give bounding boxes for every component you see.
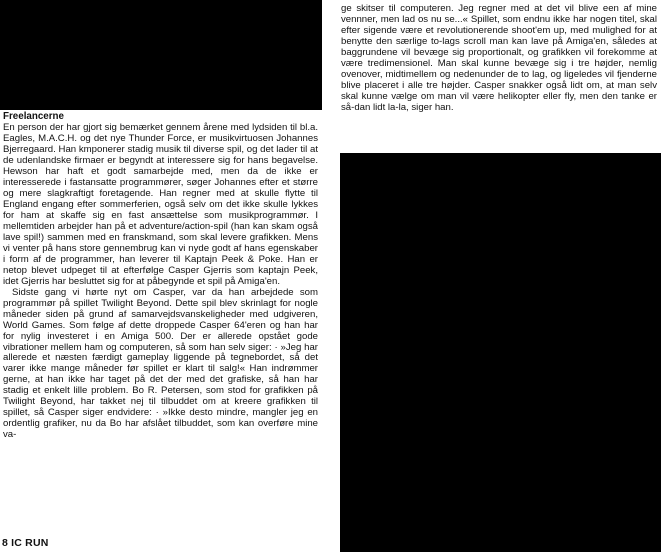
photo-placeholder-top-left (0, 0, 322, 110)
paragraph-continued: ge skitser til computeren. Jeg regner med at det vil blive een af mine vennner, men lad os nu se...« Spillet, som endnu ikke har nogen titel, skal efter sigende være et revolutionerende shoot'em up, med mulighed for at benytte den særlige to-lags scroll man kan lave på Amiga'en, således at baggrundene vil bevæge sig proportionalt, og grafikken vil forekomme at være tredimensionel. Man skal kunne bevæge sig i tre højder, nemlig ovenover, midtimellem og nedenunder de to lag, og ligeledes vil fjenderne blive placeret i alle tre højder. Casper snakker også lidt om, at man selv skal kunne vælge om man vil være helikopter eller fly, men den tanke er så-dan lidt la-la, siger han. (341, 3, 657, 113)
paragraph-freelancers: En person der har gjort sig bemærket gennem årene med lydsiden til bl.a. Eagles, M.A.C.H. og det nye Thunder Force, er musikvirtuosen Johannes Bjerregaard. Han kmponerer stadig musik til diverse spil, og det lader til at de udenlandske firmaer er begyndt at interessere sig for hans begavelse. Hewson har haft et godt samarbejde med, men da de ikke er interesserede i fastansatte programmører, søger Johannes efter et større og mere slagkraftigt foretagende. Han regner med at skulle flytte til England engang efter sommerferien, også selv om det ikke skulle lykkes for ham at skaffe sig en fast ansættelse som musikprogrammør. I mellemtiden arbejder han på et adventure/action-spil (han kan skam også lave spil!) sammen med en franskmand, som skal levere grafikken. Mens vi venter på hans store gennembrug kan vi nyde godt af hans egenskaber i form af de programmer, han leverer til Kaptajn Peek & Poke. Han er netop blevet udpeget til at efterfølge Casper Gjerris som kaptajn Peek, idet Gjerris har besluttet sig for at påbegynde et spil på Amiga'en. (3, 122, 318, 287)
section-heading: Freelancerne (3, 111, 64, 122)
left-column (3, 112, 318, 441)
page-footer: 8 IC RUN (2, 537, 49, 549)
photo-placeholder-bottom-right (340, 153, 661, 552)
right-column (341, 4, 657, 114)
paragraph-casper: Sidste gang vi hørte nyt om Casper, var da han arbejdede som programmør på spillet Twilight Beyond. Dette spil blev skrinlagt for nogle måneder siden på grund af samarvejdsvanskeligheder med udgiveren, World Games. Som følge af dette droppede Casper 64'eren og han har for nylig investeret i en Amiga 500. Der er allerede opstået gode vibrationer mellem ham og computeren, så som han selv siger: · »Jeg har allerede et næsten færdigt gameplay liggende på tegnebordet, så det varer ikke mange måneder før spillet er klart til salg!« Han indrømmer gerne, at han ikke har taget på det der med det grafiske, så han har stadig et enkelt lille problem. Bo R. Petersen, som stod for grafikken på Twilight Beyond, har takket nej til tilbuddet om at kreere grafikken til spillet, så Casper siger endvidere: · »Ikke desto mindre, mangler jeg en ordentlig grafiker, nu da Bo har afslået tilbuddet, som kan overføre mine va- (3, 286, 318, 441)
